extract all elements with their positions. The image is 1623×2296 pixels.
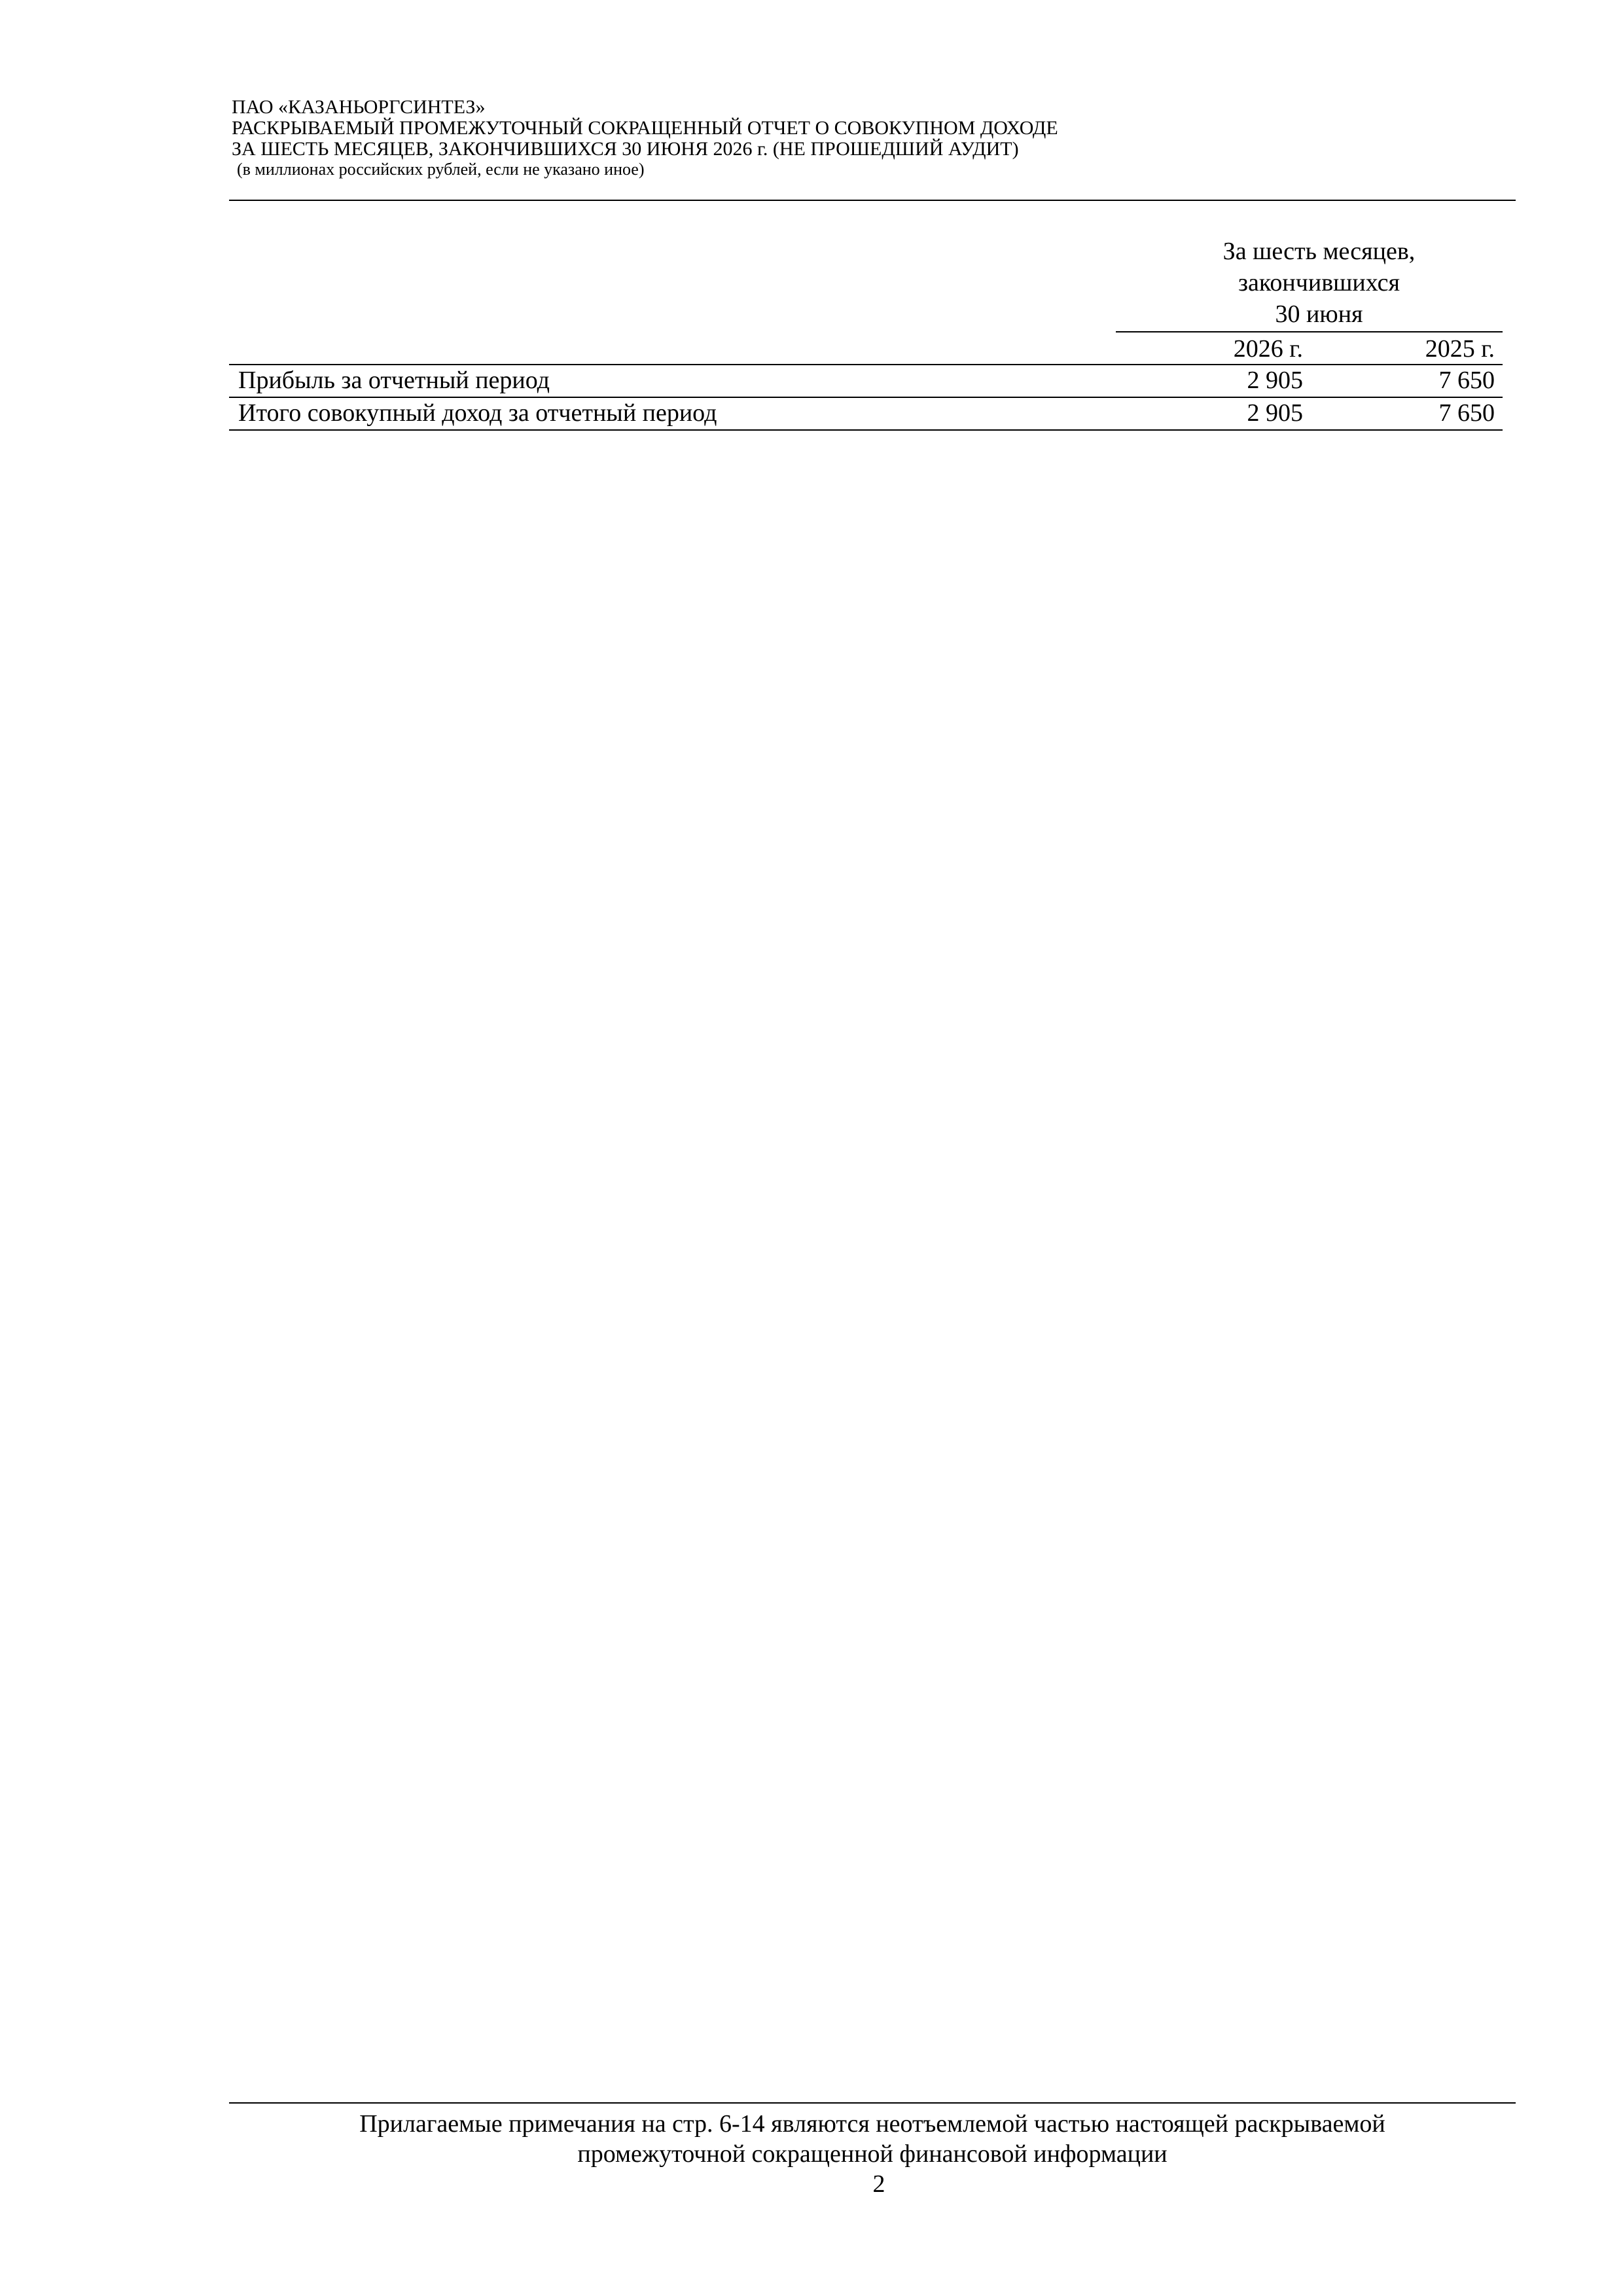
row-value-2026: 2 905 [1247, 367, 1303, 394]
period-label [1116, 236, 1503, 330]
report-title-line-1: РАСКРЫВАЕМЫЙ ПРОМЕЖУТОЧНЫЙ СОКРАЩЕННЫЙ ОТЧЕТ О СОВОКУПНОМ ДОХОДЕ [232, 117, 1058, 139]
column-header [1116, 236, 1503, 363]
document-footer [229, 2109, 1516, 2199]
period-label-line: закончившихся [1238, 269, 1400, 296]
table-row [229, 364, 1503, 397]
footer-note-line-1: Прилагаемые примечания на стр. 6-14 являются неотъемлемой частью настоящей раскрываемой [359, 2110, 1385, 2138]
table-row [229, 397, 1503, 431]
table-body [229, 364, 1503, 431]
row-label: Прибыль за отчетный период [238, 367, 550, 394]
period-label-line: 30 июня [1275, 300, 1363, 328]
footer-divider [229, 2102, 1516, 2104]
company-name: ПАО «КАЗАНЬОРГСИНТЕЗ» [232, 96, 486, 118]
report-title-line-2: ЗА ШЕСТЬ МЕСЯЦЕВ, ЗАКОНЧИВШИХСЯ 30 ИЮНЯ 2026 г. (НЕ ПРОШЕДШИЙ АУДИТ) [232, 138, 1019, 160]
page-number: 2 [872, 2170, 885, 2198]
units-note: (в миллионах российских рублей, если не указано иное) [237, 160, 645, 179]
header-divider [229, 200, 1516, 201]
year-2026-header: 2026 г. [1233, 335, 1303, 363]
footer-note-line-2: промежуточной сокращенной финансовой информации [577, 2140, 1168, 2168]
document-header [232, 97, 1514, 179]
row-value-2025: 7 650 [1438, 367, 1495, 394]
row-value-2025: 7 650 [1438, 399, 1495, 427]
period-label-line: За шесть месяцев, [1222, 238, 1416, 265]
year-2025-header: 2025 г. [1425, 335, 1495, 363]
row-label: Итого совокупный доход за отчетный период [238, 399, 717, 427]
row-value-2026: 2 905 [1247, 399, 1303, 427]
year-header-row [1116, 331, 1503, 365]
